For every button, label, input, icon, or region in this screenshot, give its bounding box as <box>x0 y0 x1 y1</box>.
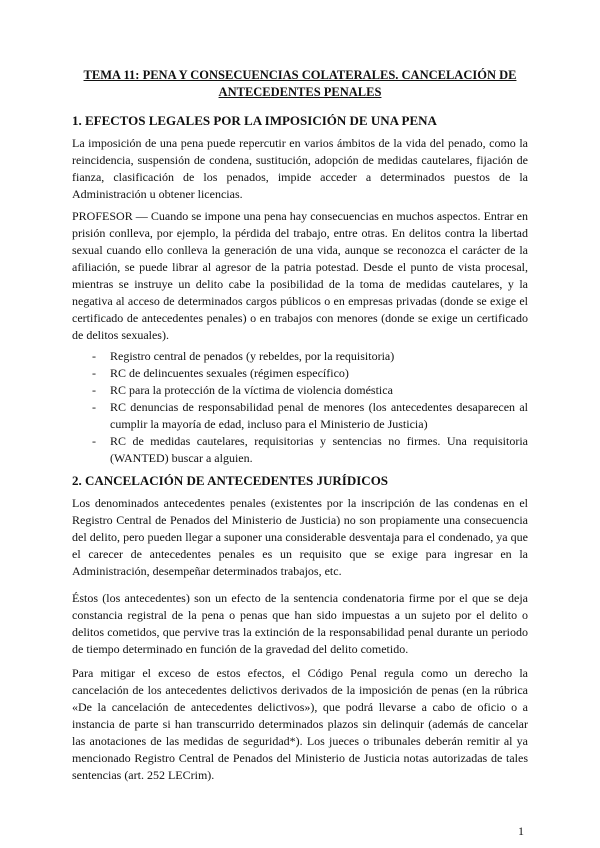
list-item-text: Registro central de penados (y rebeldes, por la requisitoria) <box>110 349 395 363</box>
list-item-text: RC denuncias de responsabilidad penal de menores (los antecedentes desaparecen al cumplir la mayoría de edad, incluso para el Ministerio de Justicia) <box>110 400 528 431</box>
bullet-dash: - <box>92 383 96 397</box>
list-item-text: RC para la protección de la víctima de violencia doméstica <box>110 383 393 397</box>
list-item <box>72 399 528 433</box>
registry-list <box>72 348 528 467</box>
section-2-paragraph-2: Éstos (los antecedentes) son un efecto de la sentencia condenatoria firme por el que se deja constancia registral de la pena o penas que han sido impuestas a un sujeto por el delito o delitos cometidos, que pervive tras la extinción de la responsabilidad penal durante un periodo de tiempo determinado en función de la gravedad del delito cometido. <box>72 591 528 656</box>
bullet-dash: - <box>92 400 96 414</box>
list-item <box>72 433 528 467</box>
section-2-heading: 2. CANCELACIÓN DE ANTECEDENTES JURÍDICOS <box>72 473 389 488</box>
bullet-dash: - <box>92 349 96 363</box>
list-item <box>72 365 528 382</box>
section-2-paragraph-3: Para mitigar el exceso de estos efectos, el Código Penal regula como un derecho la cancelación de los antecedentes delictivos derivados de la imposición de penas (en la rúbrica «De la cancelación de antecedentes delictivos»), que podrá llevarse a cabo de oficio o a instancia de parte si han transcurrido determinados plazos sin delinquir (además de cancelar las anotaciones de las medidas de seguridad*). Los jueces o tribunales deberán remitir al ya mencionado Registro Central de Penados del Ministerio de Justicia notas autorizadas de tales sentencias (art. 252 LECrim). <box>72 666 528 782</box>
page-number: 1 <box>518 824 524 838</box>
bullet-dash: - <box>92 366 96 380</box>
document-title: TEMA 11: PENA Y CONSECUENCIAS COLATERALES. CANCELACIÓN DE ANTECEDENTES PENALES <box>83 68 517 99</box>
list-item <box>72 382 528 399</box>
section-1-paragraph-2: PROFESOR — Cuando se impone una pena hay consecuencias en muchos aspectos. Entrar en prisión conlleva, por ejemplo, la pérdida del trabajo, entre otras. En delitos contra la libertad sexual cuando ello conlleva la generación de una vida, aunque se reconozca el carácter de la afiliación, se puede librar al agresor de la patria potestad. Desde el punto de vista procesal, mientras se instruye un delito cabe la posibilidad de la toma de medidas cautelares, y la negativa al acceso de determinados cargos públicos o en empresas privadas (donde se exige el certificado de antecedentes penales) o en trabajos con menores (donde se exige un certificado de delitos sexuales). <box>72 209 528 342</box>
bullet-dash: - <box>92 434 96 448</box>
list-item <box>72 348 528 365</box>
section-1-heading: 1. EFECTOS LEGALES POR LA IMPOSICIÓN DE UNA PENA <box>72 113 437 128</box>
section-1-paragraph-1: La imposición de una pena puede repercutir en varios ámbitos de la vida del penado, como la reincidencia, suspensión de condena, sustitución, adopción de medidas cautelares, fijación de fianza, clasificación de los penados, impide acceder a determinados puestos de la Administración u obtener licencias. <box>72 136 528 201</box>
list-item-text: RC de medidas cautelares, requisitorias y sentencias no firmes. Una requisitoria (WANTED) buscar a alguien. <box>110 434 528 465</box>
list-item-text: RC de delincuentes sexuales (régimen específico) <box>110 366 349 380</box>
section-2-paragraph-1: Los denominados antecedentes penales (existentes por la inscripción de las condenas en el Registro Central de Penados del Ministerio de Justicia) no son propiamente una consecuencia del delito, pero pueden llegar a suponer una considerable desventaja para el condenado, ya que el carecer de antecedentes penales es un requisito que se exige para ingresar en la Administración, desempeñar determinados trabajos, etc. <box>72 496 528 578</box>
